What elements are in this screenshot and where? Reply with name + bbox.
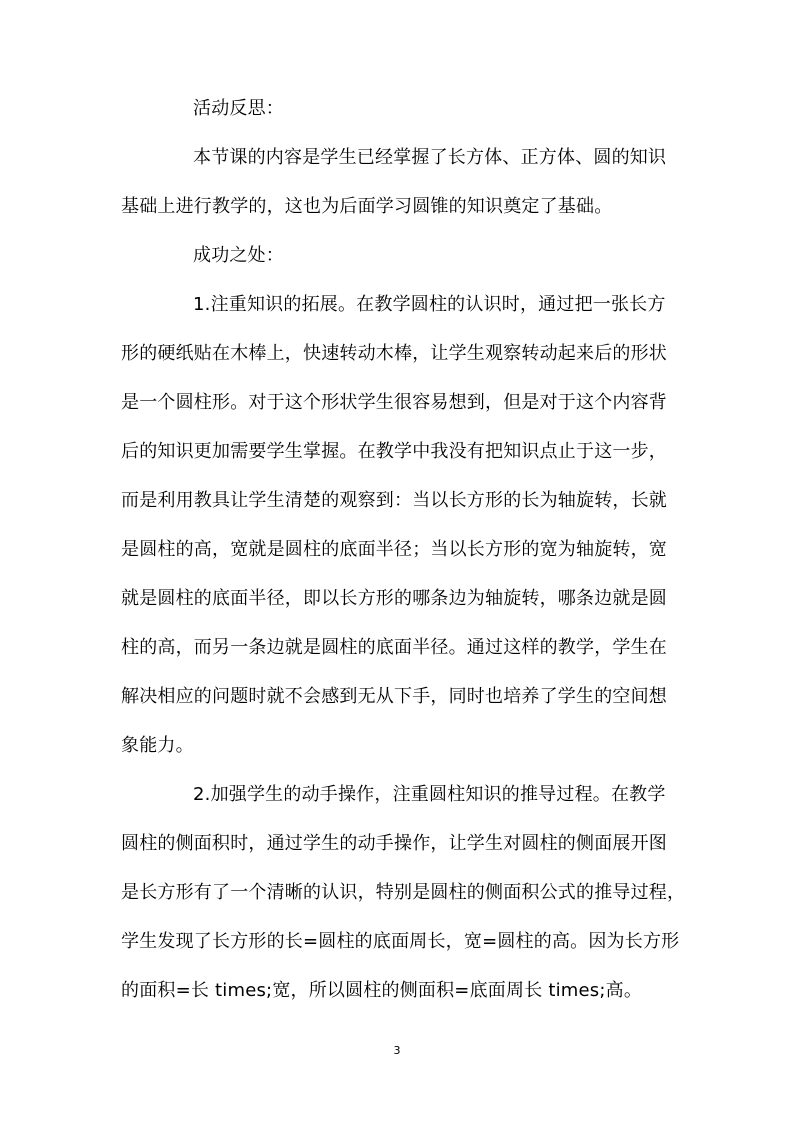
paragraph-line: 象能力。 <box>121 735 194 756</box>
paragraph-line: 解决相应的问题时就不会感到无从下手，同时也培养了学生的空间想 <box>121 686 667 707</box>
section-heading-reflection: 活动反思： <box>193 98 284 119</box>
paragraph-line: 1.注重知识的拓展。在教学圆柱的认识时，通过把一张长方 <box>193 294 666 315</box>
paragraph-line: 而是利用教具让学生清楚的观察到：当以长方形的长为轴旋转，长就 <box>121 490 667 511</box>
paragraph-line: 后的知识更加需要学生掌握。在教学中我没有把知识点止于这一步， <box>121 441 667 462</box>
paragraph-line: 学生发现了长方形的长=圆柱的底面周长，宽=圆柱的高。因为长方形 <box>121 931 680 952</box>
paragraph-line: 的面积=长 times;宽，所以圆柱的侧面积=底面周长 times;高。 <box>121 980 643 1001</box>
paragraph-line: 2.加强学生的动手操作，注重圆柱知识的推导过程。在教学 <box>193 784 666 805</box>
paragraph-line: 圆柱的侧面积时，通过学生的动手操作，让学生对圆柱的侧面展开图 <box>121 833 667 854</box>
paragraph-line: 本节课的内容是学生已经掌握了长方体、正方体、圆的知识 <box>193 147 667 168</box>
paragraph-line: 是长方形有了一个清晰的认识，特别是圆柱的侧面积公式的推导过程， <box>121 882 686 903</box>
paragraph-line: 是一个圆柱形。对于这个形状学生很容易想到，但是对于这个内容背 <box>121 392 667 413</box>
page-number: 3 <box>393 1044 401 1057</box>
paragraph-line: 柱的高，而另一条边就是圆柱的底面半径。通过这样的教学，学生在 <box>121 637 667 658</box>
paragraph-line: 就是圆柱的底面半径，即以长方形的哪条边为轴旋转，哪条边就是圆 <box>121 588 667 609</box>
section-heading-success: 成功之处： <box>193 245 284 266</box>
paragraph-line: 基础上进行教学的，这也为后面学习圆锥的知识奠定了基础。 <box>121 196 613 217</box>
paragraph-line: 是圆柱的高，宽就是圆柱的底面半径；当以长方形的宽为轴旋转，宽 <box>121 539 667 560</box>
paragraph-line: 形的硬纸贴在木棒上，快速转动木棒，让学生观察转动起来后的形状 <box>121 343 667 364</box>
